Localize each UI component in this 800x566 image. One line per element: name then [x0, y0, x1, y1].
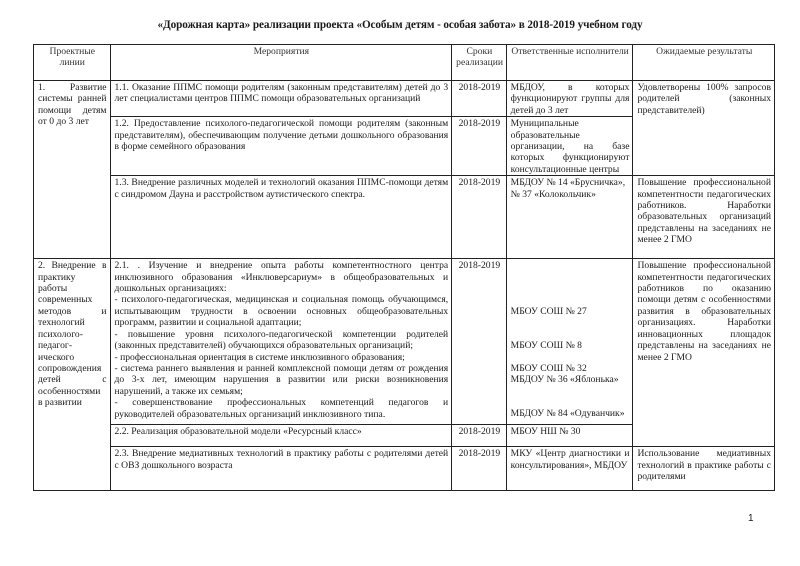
project-line-2: 2. Внедрение в практику работы современных методов и технологий психолого-педагог-ического сопровождения детей с особенностями в развитии: [34, 259, 111, 491]
result-2-3: Использование медиативных технологий в практике работы с родителями: [633, 447, 775, 491]
table-row: [34, 176, 775, 259]
responsible-1-1: МБДОУ, в которых функционируют группы для детей до 3 лет: [506, 81, 633, 117]
term-2-3: 2018-2019: [452, 447, 507, 491]
term-1-3: 2018-2019: [452, 176, 507, 259]
responsible-2-1-org: МБДОУ № 36 «Яблонька»: [510, 374, 619, 386]
responsible-2-1-org: МБОУ СОШ № 27: [510, 305, 587, 317]
activity-2-1-bullet: - профессиональная ориентация в системе инклюзивного образования;: [114, 351, 405, 363]
term-1-2: 2018-2019: [452, 117, 507, 176]
roadmap-table: [33, 44, 775, 491]
table-row: [34, 259, 775, 425]
activity-2-1: [110, 259, 452, 425]
responsible-1-3-line: № 37 «Колокольчик»: [510, 188, 596, 200]
responsible-2-1-org: МБОУ СОШ № 32: [510, 362, 587, 374]
header-responsible: Ответственные исполнители: [506, 45, 633, 81]
activity-1-1: 1.1. Оказание ППМС помощи родителям (законным представителям) детей до 3 лет специалистами центров ППМС помощи образовательных организаций: [110, 81, 452, 117]
activity-1-3: 1.3. Внедрение различных моделей и технологий оказания ППМС-помощи детям с синдромом Дауна и расстройством аутистического спектра.: [110, 176, 452, 259]
activity-2-3: 2.3. Внедрение медиативных технологий в практику работы с родителями детей с ОВЗ дошкольного возраста: [110, 447, 452, 491]
project-line-1: 1. Развитие системы ранней помощи детям от 0 до 3 лет: [34, 81, 111, 259]
activity-2-1-bullet: - повышение уровня психолого-педагогической компетенции родителей (законных представителей) обучающихся образовательных организаций;: [114, 328, 449, 352]
result-1-3: Повышение профессиональной компетентности педагогических работников. Наработки образовательных организаций представлены на заседаниях не менее 2 ГМО: [633, 176, 775, 259]
document-title: «Дорожная карта» реализации проекта «Особым детям - особая забота» в 2018-2019 учебном году: [157, 19, 643, 31]
responsible-1-3: [506, 176, 633, 259]
table-row: [34, 81, 775, 117]
activity-2-1-intro: 2.1. . Изучение и внедрение опыта работы компетентностного центра инклюзивного образования «Инклюверсариум» в общеобразовательных и дошкольных организациях:: [114, 260, 449, 295]
header-terms: Сроки реализации: [452, 45, 507, 81]
activity-1-2: 1.2. Предоставление психолого-педагогической помощи родителям (законным представителям), обеспечивающим получение детьми дошкольного образования в форме семейного образования: [110, 117, 452, 176]
result-2-1-2: Повышение профессиональной компетентности педагогических работников по оказанию помощи детям с особенностями развития в образовательных организациях. Наработки инновационных площадок представлены на заседаниях не менее 2 ГМО: [633, 259, 775, 447]
header-results: Ожидаемые результаты: [633, 45, 775, 81]
result-1-1-2: Удовлетворены 100% запросов родителей (законных представителей): [633, 81, 775, 176]
term-2-2: 2018-2019: [452, 425, 507, 447]
table-header-row: [34, 45, 775, 81]
responsible-2-2: МБОУ НШ № 30: [506, 425, 633, 447]
responsible-2-1-org: МБДОУ № 84 «Одуванчик»: [510, 408, 625, 420]
responsible-2-3: МКУ «Центр диагностики и консультирования», МБДОУ: [506, 447, 633, 491]
term-1-1: 2018-2019: [452, 81, 507, 117]
term-2-1: 2018-2019: [452, 259, 507, 425]
activity-2-1-bullet: - совершенствование профессиональных компетенций педагогов и руководителей образовательных организаций инклюзивного типа.: [114, 397, 449, 420]
activity-2-1-bullet: - психолого-педагогическая, медицинская и социальная помощь обучающимся, испытывающим трудности в освоении основных общеобразовательных программ, развитии и социальной адаптации;: [114, 294, 449, 329]
responsible-2-1: [506, 259, 633, 425]
responsible-2-1-org: МБОУ СОШ № 8: [510, 340, 582, 351]
header-activities: Мероприятия: [110, 45, 452, 81]
table-row: [34, 447, 775, 491]
activity-2-1-bullet: - система раннего выявления и ранней комплексной помощи детям от рождения до 3-х лет, имеющим нарушения в развитии или риски возникновения нарушений, а также их семьям;: [114, 362, 449, 397]
responsible-1-2: Муниципальные образовательные организации, на базе которых функционируют консультационные центры: [506, 117, 633, 176]
activity-2-2: 2.2. Реализация образовательной модели «Ресурсный класс»: [110, 425, 452, 447]
responsible-1-3-line: МБДОУ № 14 «Брусничка»,: [510, 177, 626, 189]
header-lines: Проектные линии: [34, 45, 111, 81]
page-number: 1: [748, 513, 754, 524]
